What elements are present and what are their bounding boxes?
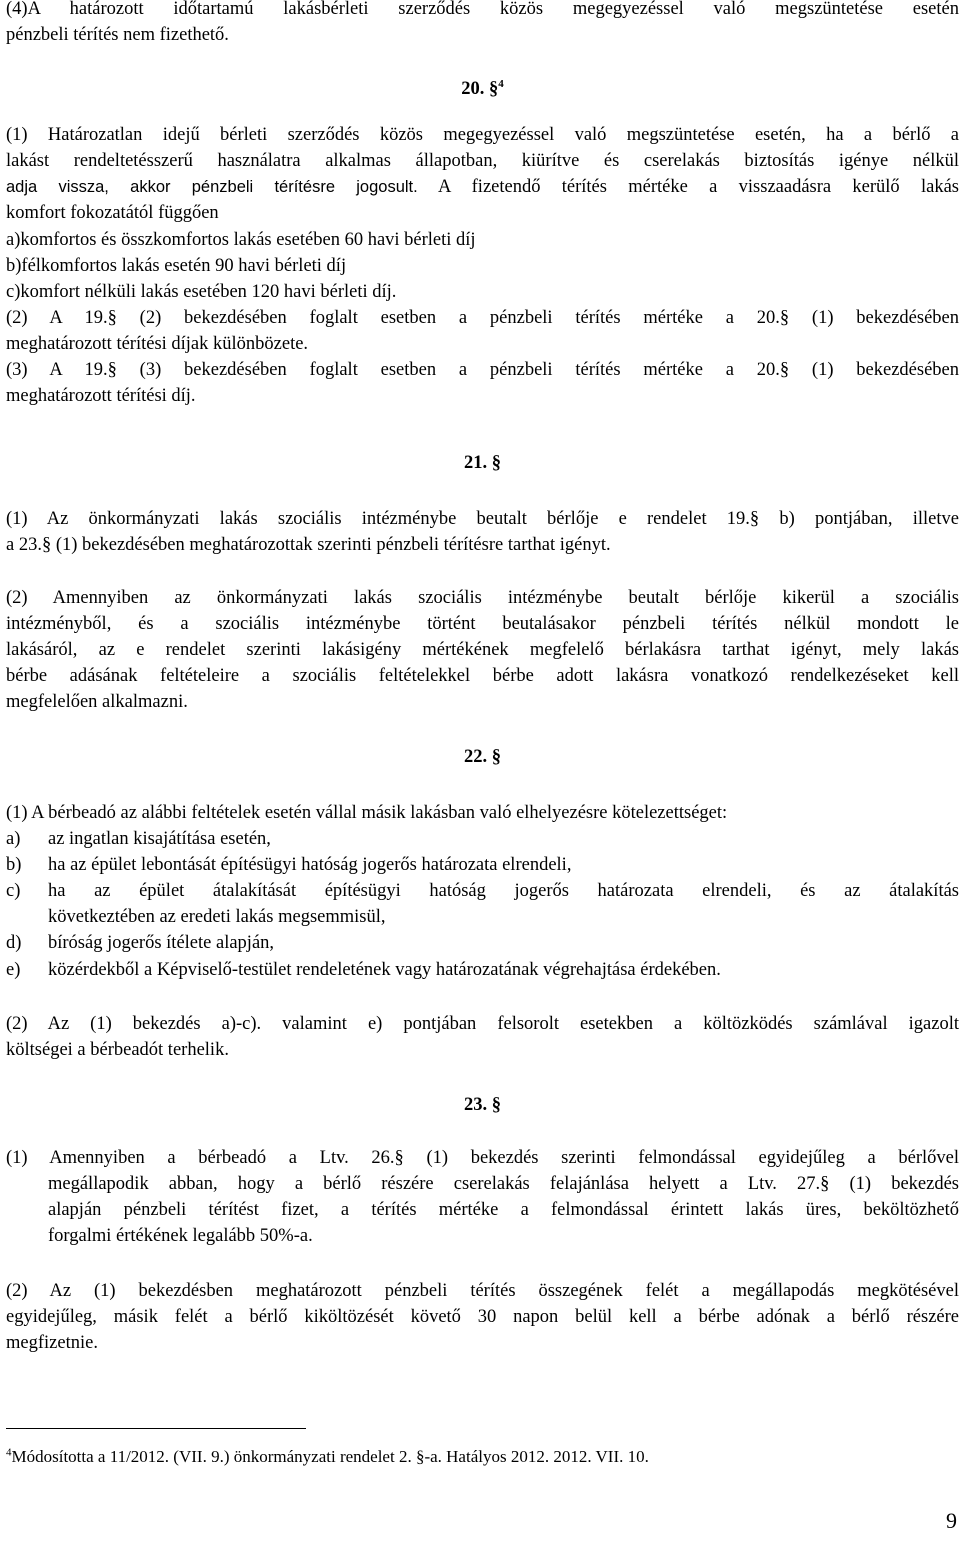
paragraph-line (6, 174, 959, 200)
paragraph-text: adja vissza, akkor pénzbeli térítésre jogosult. (6, 178, 418, 196)
footnote-text: Módosította a 11/2012. (VII. 9.) önkormányzati rendelet 2. §-a. Hatályos 2012. 2012. VII. 10. (11, 1447, 649, 1466)
list-item-label: c) (6, 881, 21, 901)
paragraph-line: megfizetnie. (6, 1333, 98, 1353)
footnote-mark: 4 (6, 1446, 12, 1459)
paragraph-line: a 23.§ (1) bekezdésében meghatározottak szerinti pénzbeli térítésre tarthat igényt. (6, 535, 611, 555)
paragraph-line: (1) Amennyiben a bérbeadó a Ltv. 26.§ (1) bekezdés szerinti felmondással egyidejűleg a bérlővel (6, 1148, 959, 1168)
paragraph-line: bérbe adásának feltételeire a szociális feltételekkel bérbe adott lakásra vonatkozó rendelkezéseket kell (6, 666, 959, 686)
paragraph-line: lakást rendeltetésszerű használatra alkalmas állapotban, kiürítve és cserelakás biztosítás igénye nélkül (6, 151, 959, 171)
paragraph-line: (2) Az (1) bekezdésben meghatározott pénzbeli térítés összegének felét a megállapodás megkötésével (6, 1281, 959, 1301)
list-item-label: d) (6, 933, 22, 953)
footnote-reference[interactable]: 4 (498, 77, 504, 90)
list-item-label: b) (6, 855, 22, 875)
section-heading-23: 23. § (464, 1095, 501, 1115)
paragraph-line: forgalmi értékének legalább 50%-a. (48, 1226, 313, 1246)
paragraph-line: (2) Az (1) bekezdés a)-c). valamint e) pontjában felsorolt esetekben a költözködés számlával igazolt (6, 1014, 959, 1034)
list-item-label: a) (6, 829, 21, 849)
section-heading-21: 21. § (464, 453, 501, 473)
paragraph-line: (1) A bérbeadó az alábbi feltételek esetén vállal másik lakásban való elhelyezésre kötelezettséget: (6, 803, 728, 823)
list-item: ha az épület átalakítását építésügyi hatóság jogerős határozata elrendeli, és az átalakítás (48, 881, 959, 901)
list-item: bíróság jogerős ítélete alapján, (48, 933, 275, 953)
paragraph-line: pénzbeli térítés nem fizethető. (6, 25, 229, 45)
paragraph-line: (2) Amennyiben az önkormányzati lakás szociális intézménybe beutalt bérlője kikerül a szociális (6, 588, 959, 608)
paragraph-line: komfort fokozatától függően (6, 203, 219, 223)
paragraph-line: meghatározott térítési díjak különbözete. (6, 334, 309, 354)
list-item: c)komfort nélküli lakás esetében 120 havi bérleti díj. (6, 282, 397, 302)
paragraph-line: egyidejűleg, másik felét a bérlő kiköltözését követő 30 napon belül kell a bérbe adónak a bérlő részére (6, 1307, 959, 1327)
paragraph-line: megállapodik abban, hogy a bérlő részére cserelakás felajánlása helyett a Ltv. 27.§ (1) bekezdés (48, 1174, 959, 1194)
paragraph-line: meghatározott térítési díj. (6, 386, 196, 406)
paragraph-line: költségei a bérbeadót terhelik. (6, 1040, 229, 1060)
list-item: b)félkomfortos lakás esetén 90 havi bérleti díj (6, 256, 347, 276)
paragraph-line: megfelelően alkalmazni. (6, 692, 188, 712)
paragraph-line: lakásáról, az e rendelet szerinti lakásigény mértékének megfelelő bérlakásra tarthat igényt, mely lakás (6, 640, 959, 660)
paragraph-line: intézményből, és a szociális intézménybe történt beutalásakor pénzbeli térítés nélkül mondott le (6, 614, 959, 634)
list-item-label: e) (6, 960, 21, 980)
section-heading-22: 22. § (464, 747, 501, 767)
footnote (6, 1445, 649, 1469)
footnote-separator (6, 1428, 306, 1429)
page-number: 9 (946, 1508, 957, 1533)
paragraph-line: (1) Határozatlan idejű bérleti szerződés közös megegyezéssel való megszüntetése esetén, ha a bérlő a (6, 125, 959, 145)
list-item: közérdekből a Képviselő-testület rendeletének vagy határozatának végrehajtása érdekében. (48, 960, 721, 980)
paragraph-line: alapján pénzbeli térítést fizet, a térítés mértéke a felmondással érintett lakás üres, beköltözhető (48, 1200, 959, 1220)
list-item: következtében az eredeti lakás megsemmisül, (48, 907, 386, 927)
paragraph-line: (2) A 19.§ (2) bekezdésében foglalt esetben a pénzbeli térítés mértéke a 20.§ (1) bekezdésében (6, 308, 959, 328)
paragraph-line: (4)A határozott időtartamú lakásbérleti szerződés közös megegyezéssel való megszüntetése esetén (6, 0, 959, 19)
paragraph-text: A fizetendő térítés mértéke a visszaadásra kerülő lakás (438, 177, 959, 197)
paragraph-line: (1) Az önkormányzati lakás szociális intézménybe beutalt bérlője e rendelet 19.§ b) pontjában, illetve (6, 509, 959, 529)
paragraph-line: (3) A 19.§ (3) bekezdésében foglalt esetben a pénzbeli térítés mértéke a 20.§ (1) bekezdésében (6, 360, 959, 380)
section-heading-20 (6, 76, 959, 102)
section-heading-text: 20. § (461, 79, 499, 99)
list-item: ha az épület lebontását építésügyi hatóság jogerős határozata elrendeli, (48, 855, 572, 875)
list-item: az ingatlan kisajátítása esetén, (48, 829, 271, 849)
list-item: a)komfortos és összkomfortos lakás esetében 60 havi bérleti díj (6, 230, 476, 250)
